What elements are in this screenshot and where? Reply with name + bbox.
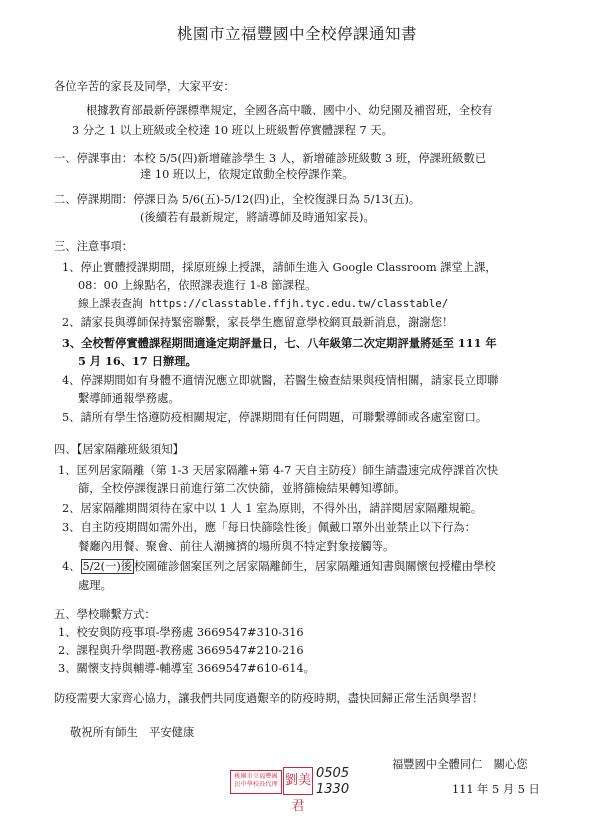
contact-heading: 五、學校聯繫方式： [54, 608, 156, 621]
intro-line-2: 3 分之 1 以上班級或全校達 10 班以上班級暫停實體課程 7 天。 [72, 124, 393, 137]
note-5: 5、請所有學生恪遵防疫相關規定，停課期間有任何問題，可聯繫導師或各處室窗口。 [62, 411, 488, 424]
handwritten-time: 1330 [316, 782, 350, 797]
isolation-4-text: 校園確診個案匡列之居家隔離師生，居家隔離通知書與關懷包授權由學校 [134, 560, 496, 573]
note-4-line-2: 繫導師通報學務處。 [78, 392, 180, 405]
note-1-line-2: 08：00 上線點名，依照課表進行 1-8 節課程。 [78, 279, 317, 292]
name-stamp: 劉美君 [283, 767, 313, 795]
date: 111 年 5 月 5 日 [452, 783, 540, 796]
isolation-3-line-1: 3、自主防疫期間如需外出，應「每日快篩陰性後」佩戴口罩外出並禁止以下行為： [62, 521, 476, 534]
closing-line: 防疫需要大家齊心協力，讓我們共同度過艱辛的防疫時期，盡快回歸正常生活與學習！ [54, 692, 484, 705]
isolation-4-number: 4、 [62, 560, 81, 573]
page-title: 桃園市立福豐國中全校停課通知書 [176, 25, 417, 43]
note-4-line-1: 4、停課期間如有身體不適情況應立即就醫，若醫生檢查結果與疫情相關，請家長立即聯 [62, 374, 499, 387]
notes-heading: 三、注意事項： [54, 240, 134, 253]
note-1-line-1: 1、停止實體授課期間，採原班線上授課，請師生進入 Google Classroom 課堂上課， [62, 261, 497, 274]
greeting: 各位辛苦的家長及同學，大家平安： [54, 80, 235, 93]
note-2: 2、請家長與導師保持緊密聯繫，家長學生應留意學校網頁最新消息，謝謝您！ [62, 316, 454, 329]
reason-line-2: 達 10 班以上，依規定啟動全校停課作業。 [140, 168, 354, 181]
period-line-2: (後續若有最新規定，將請導師及時通知家長)。 [140, 211, 375, 224]
isolation-1-line-2: 篩，全校停課復課日前進行第二次快篩，並將篩檢結果轉知導師。 [78, 482, 406, 495]
isolation-heading: 四、【居家隔離班級須知】 [54, 443, 184, 456]
isolation-4-line-1 [62, 560, 496, 574]
date-highlight: 5/2(一)後 [82, 560, 133, 573]
note-3-line-1: 3、全校暫停實體課程期間適逢定期評量日，七、八年級第二次定期評量將延至 111 年 [62, 336, 497, 350]
school-stamp: 桃園市立福豐國民中學校長代理 [230, 770, 282, 794]
isolation-1-line-1: 1、匡列居家隔離（第 1-3 天居家隔離+第 4-7 天自主防疫）師生請盡速完成停課首次快 [58, 464, 499, 477]
contact-3: 3、關懷支持與輔導-輔導室 3669547#610-614。 [58, 662, 315, 675]
isolation-4-line-2: 處理。 [78, 579, 112, 592]
signature: 福豐國中全體同仁 關心您 [392, 758, 528, 771]
period-line-1: 二、停課期間：停課日為 5/6(五)-5/12(四)止，全校復課日為 5/13(五)。 [54, 193, 421, 206]
handwritten-date: 0505 [316, 766, 350, 781]
intro-line-1: 根據教育部最新停課標準規定，全國各高中職、國中小、幼兒園及補習班，全校有 [86, 104, 493, 117]
note-3-line-2: 5 月 16、17 日辦理。 [78, 354, 197, 368]
wish-line: 敬祝所有師生 平安健康 [70, 726, 195, 739]
note-1-url: 線上課表查詢 https://classtable.ffjh.tyc.edu.tw/classtable/ [78, 297, 449, 310]
reason-line-1: 一、停課事由：本校 5/5(四)新增確診學生 3 人，新增確診班級數 3 班，停課班級數已 [54, 152, 487, 165]
contact-2: 2、課程與升學問題-教務處 3669547#210-216 [58, 644, 304, 657]
isolation-3-line-2: 餐廳內用餐、聚會、前往人潮擁擠的場所與不特定對象接觸等。 [78, 540, 395, 553]
isolation-2: 2、居家隔離期間須待在家中以 1 人 1 室為原則，不得外出，請詳閱居家隔離規範。 [62, 502, 483, 515]
contact-1: 1、校安與防疫事項-學務處 3669547#310-316 [58, 626, 304, 639]
